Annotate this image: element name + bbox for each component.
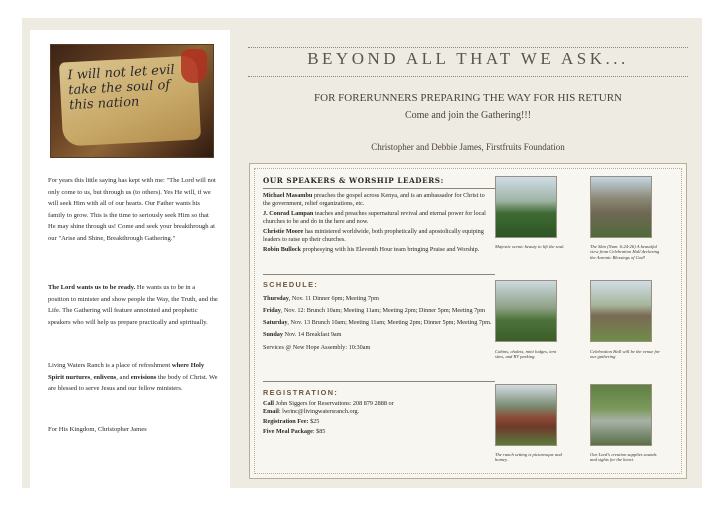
ready-paragraph [48,282,218,328]
ranch-text-f: envisions [130,373,157,381]
photo-caption: The Skin (Num. 6:24-26) A beautiful view from Celebration Hall declaring the Aaronic Blessings of God! [590,244,660,260]
schedule-heading: SCHEDULE: [263,280,319,289]
fee-value: $25 [308,418,320,425]
schedule-item [263,307,493,315]
photo-caption: The ranch setting is picturesque and homey. [495,452,562,463]
meal-package [263,428,493,436]
speaker-item [263,246,493,254]
ready-bold: The Lord wants us to be ready. [48,284,136,291]
email-link[interactable]: : lwrinc@livingwatersranch.org. [278,408,360,415]
call-label: Call [263,400,275,407]
banner-text: I will not let evil take the soul of this nation [67,62,175,114]
speaker-name: J. Conrad Lampan [263,210,314,217]
registration-call [263,400,493,408]
registration-section [263,389,493,436]
schedule-day: Thursday [263,295,289,302]
creek-photo [590,384,652,446]
speaker-name: Michael Masambu [263,192,313,199]
intro-paragraph [48,175,218,244]
invite: Come and join the Gathering!!! [404,110,532,121]
services-text: Services @ New Hope Assembly: 10:30am [263,344,371,351]
schedule-item [263,295,493,303]
photo-caption: Majestic scenic beauty to lift the soul. [495,244,565,249]
cliffs-photo [590,176,652,238]
speaker-bio: has ministered worldwide, both prophetically and apostolically equiping leaders to raise up their churches. [263,228,484,243]
page-title: BEYOND ALL THAT WE ASK... [307,49,629,68]
banner-image [50,44,214,158]
ranch-house-photo [495,384,557,446]
ranch-text-b: where Holy Spirit nurtures [48,362,205,381]
ranch-text-a: Living Waters Ranch is a place of refreshment [48,362,172,369]
speaker-name: Christie Moore [263,228,304,235]
schedule-rule [263,274,495,275]
speakers-rule [263,188,495,189]
signoff [48,424,218,436]
cabins-photo [495,280,557,342]
title-rule-bottom [248,76,688,78]
fee-label: Registration Fee: [263,418,309,425]
speaker-bio: prophesying with his Eleventh Hour team bringing Praise and Worship. [301,246,480,253]
mountain-photo [495,176,557,238]
schedule-day: Sunday [263,331,283,338]
schedule-text: Nov. 14 Breakfast 9am [282,331,342,338]
left-column [30,30,230,489]
intro-text: For years this little saying has kept with me: "The Lord will not only come to us, but through us (to others). Yes He will, if we will seek Him with all of our hearts. Our Father wants his family to grow. This is the time to seriously seek Him so that He may shine through us! Come and seek your breakthrough at our "Arise and Shine, Breakthrough Gathering." [48,177,216,242]
celebration-hall-photo [590,280,652,342]
schedule-text: , Nov. 13 Brunch 10am; Meeting 11am; Meeting 2pm; Dinner 5pm; Meeting 7pm. [287,319,492,326]
speaker-bio: preaches the gospel across Kenya, and is an ambassador for Christ to the government, relief organizations, etc. [263,192,485,207]
red-handprint-icon [181,49,207,83]
ranch-paragraph [48,360,218,395]
schedule-day: Friday [263,307,281,314]
photo-caption: Our Lord's creation supplies sounds and sights for the heart. [590,452,657,463]
ready-text: He wants us to be in a position to minister and show people the Way, the Truth, and the Life. The Gathering will feature annointed and prophetic speakers who will help us prepare practically and spiritually. [48,284,218,326]
email-label: Email [263,408,279,415]
schedule-item [263,319,493,327]
meal-value: : $85 [312,428,326,435]
speaker-item [263,192,493,208]
ranch-text-e: , and [116,373,131,381]
subtitle: FOR FORERUNNERS PREPARING THE WAY FOR HIS RETURN [314,92,622,104]
ranch-text-c: , [90,373,94,381]
schedule-item [263,331,493,339]
call-text: John Siggers for Reservations: 208 879 2888 or [274,400,394,407]
schedule-text: , Nov. 12: Brunch 10am; Meeting 11am; Meeting 2pm; Dinner 5pm; Meeting 7pm [280,307,486,314]
photo-caption: Cabins, chalets, mini lodges, tent sites, and RV parking. [495,349,557,360]
schedule-day: Saturday [263,319,288,326]
hosts: Christopher and Debbie James, Firstfruits Foundation [371,142,565,152]
ranch-text-g: the body of Christ. We are blessed to serve Jesus and our fellow ministers. [48,373,218,392]
banner-cloth [59,55,201,146]
speaker-name: Robin Bullock [263,246,301,253]
details-card [249,163,687,479]
speaker-item [263,228,493,244]
signoff-text: For His Kingdom, Christopher James [48,426,147,433]
ranch-text-d: enlivens [93,373,117,381]
speakers-heading: OUR SPEAKERS & WORSHIP LEADERS: [263,176,444,185]
speakers-section [263,177,493,185]
meal-label: Five Meal Package [263,428,313,435]
registration-rule [263,381,495,382]
schedule-section [263,281,493,352]
registration-fee [263,418,493,426]
registration-email[interactable] [263,408,493,416]
registration-heading: REGISTRATION: [263,388,339,397]
speaker-bio: teaches and preaches supernatural revival and eternal power for local churches to be and do in the here and now. [263,210,486,225]
speakers-list [263,192,493,254]
photo-caption: Celebration Hall will be the venue for our gathering [590,349,660,360]
schedule-text: , Nov. 11 Dinner 6pm; Meeting 7pm [288,295,379,302]
speaker-item [263,210,493,226]
